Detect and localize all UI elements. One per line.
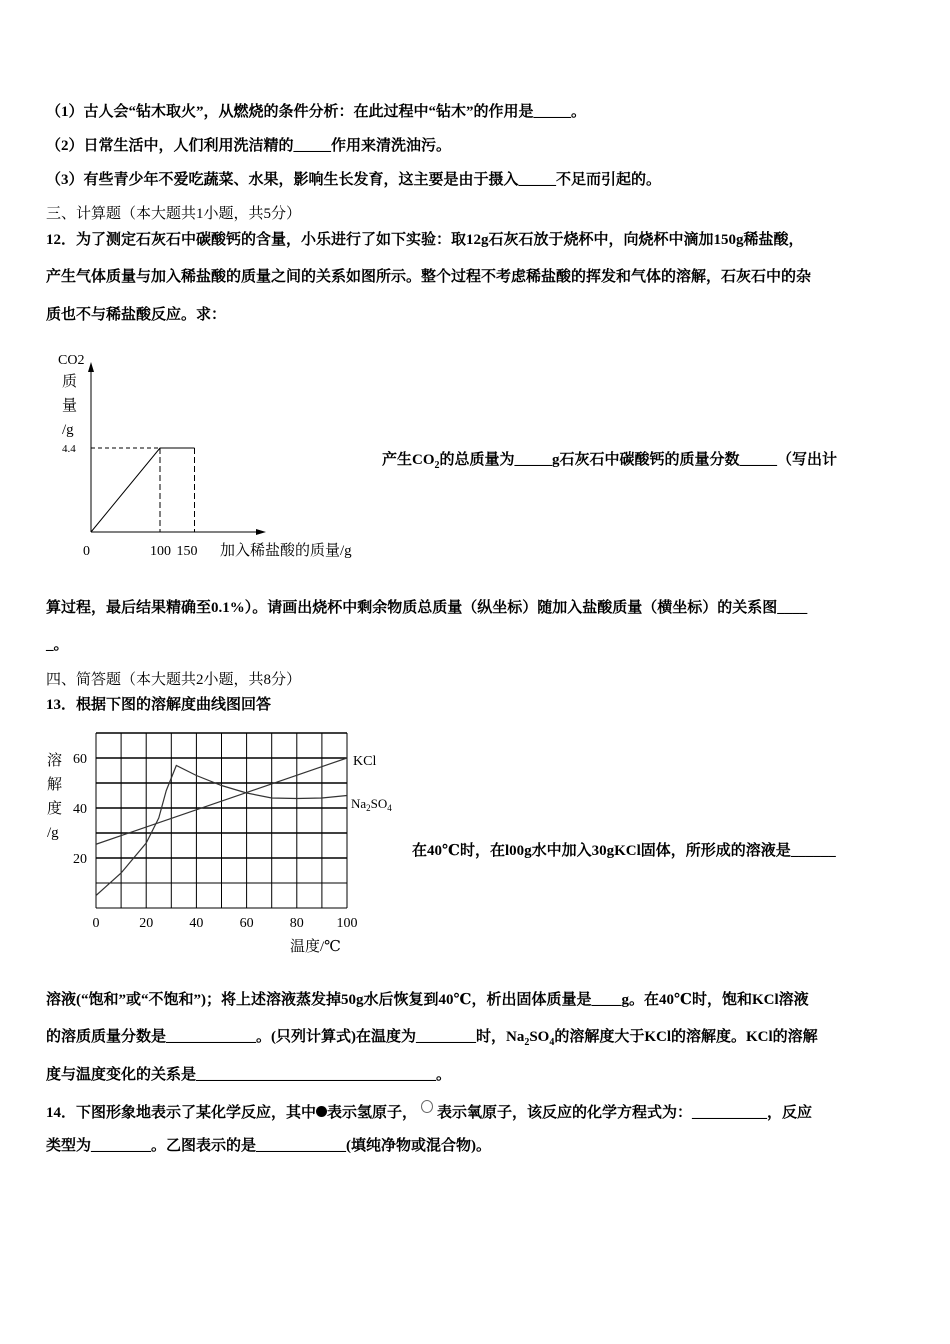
x-tick-label: 0	[92, 916, 100, 931]
y-label-part: /g	[62, 422, 74, 438]
q13-line3: 的溶质质量分数是____________。(只列计算式)在温度为________时，$Na_2SO_4$的溶解度大于KCl的溶解度。KCl的溶解	[46, 1029, 818, 1048]
q13-side-text: 在40℃时，在l00g水中加入30gKCl固体，所形成的溶液是______	[412, 843, 836, 859]
section3-heading: 三、计算题（本大题共1小题，共5分）	[46, 206, 302, 222]
x-tick-label: 60	[239, 916, 254, 931]
y-label-part: 量	[62, 398, 78, 414]
kcl-legend-label: KCl	[353, 754, 377, 769]
q13-line4: 度与温度变化的关系是________________________________。	[46, 1067, 452, 1083]
co2-mass-chart	[40, 340, 380, 570]
solubility-chart	[40, 725, 420, 960]
x-tick-label: 150	[176, 544, 198, 559]
y-label-part: 质	[62, 374, 78, 390]
q11-part3: （3）有些青少年不爱吃蔬菜、水果，影响生长发育，这主要是由于摄入_____不足而引起的。	[46, 172, 662, 188]
q11-part1: （1）古人会“钻木取火”，从燃烧的条件分析：在此过程中“钻木”的作用是_____。	[46, 104, 587, 120]
hydrogen-atom-icon	[316, 1106, 327, 1117]
x-tick-label: 40	[189, 916, 204, 931]
co2-series-line	[91, 448, 195, 532]
x-tick-label: 100	[150, 544, 171, 559]
section4-heading: 四、简答题（本大题共2小题，共8分）	[46, 672, 302, 688]
q14-line1: 14．下图形象地表示了某化学反应，其中 表示氢原子， 表示氧原子，该反应的化学方程式为：__________，反应	[46, 1100, 812, 1122]
x-axis-label: 温度/℃	[290, 939, 341, 955]
x-axis-arrow-icon	[256, 529, 266, 535]
x-axis-label: 加入稀盐酸的质量/g	[220, 543, 352, 559]
q12-line1: 12．为了测定石灰石中碳酸钙的含量，小乐进行了如下实验：取12g石灰石放于烧杯中，向烧杯中滴加150g稀盐酸，	[46, 232, 804, 248]
q12-side-text: 产生$CO_2$的总质量为_____g石灰石中碳酸钙的质量分数_____（写出计	[382, 452, 838, 471]
x-tick-label: 20	[139, 916, 154, 931]
q13-line2: 溶液(“饱和”或“不饱和”)；将上述溶液蒸发掉50g水后恢复到40℃，析出固体质量是____g。在40℃时，饱和KCl溶液	[46, 992, 809, 1008]
y-tick-label: 40	[73, 802, 87, 817]
x-tick-label: 0	[83, 544, 90, 559]
q13-line1: 13．根据下图的溶解度曲线图回答	[46, 697, 272, 713]
na2so4-legend-label: $Na_2SO_4$	[351, 796, 392, 813]
y-axis-label-part: 解	[47, 777, 63, 793]
y-axis-label-part: 度	[47, 801, 63, 817]
y-tick-label: 20	[73, 852, 87, 867]
q12-line5: _。	[46, 637, 69, 653]
q14-line2: 类型为________。乙图表示的是____________(填纯净物或混合物)。	[46, 1138, 491, 1154]
x-tick-label: 100	[336, 916, 358, 931]
y-label-co2: CO2	[58, 353, 85, 368]
y-tick-label: 4.4	[62, 443, 76, 455]
y-axis-label-part: /g	[47, 825, 59, 841]
oxygen-atom-icon	[421, 1100, 433, 1113]
q12-line2: 产生气体质量与加入稀盐酸的质量之间的关系如图所示。整个过程不考虑稀盐酸的挥发和气体的溶解，石灰石中的杂	[46, 269, 812, 285]
x-tick-label: 80	[289, 916, 304, 931]
q12-line4: 算过程，最后结果精确至0.1%）。请画出烧杯中剩余物质总质量（纵坐标）随加入盐酸质量（横坐标）的关系图____	[46, 600, 808, 616]
y-axis-label-part: 溶	[47, 753, 63, 769]
q12-line3: 质也不与稀盐酸反应。求：	[46, 307, 227, 323]
y-axis-arrow-icon	[88, 362, 94, 372]
y-tick-label: 60	[73, 752, 87, 767]
q11-part2: （2）日常生活中，人们利用洗洁精的_____作用来清洗油污。	[46, 138, 452, 154]
